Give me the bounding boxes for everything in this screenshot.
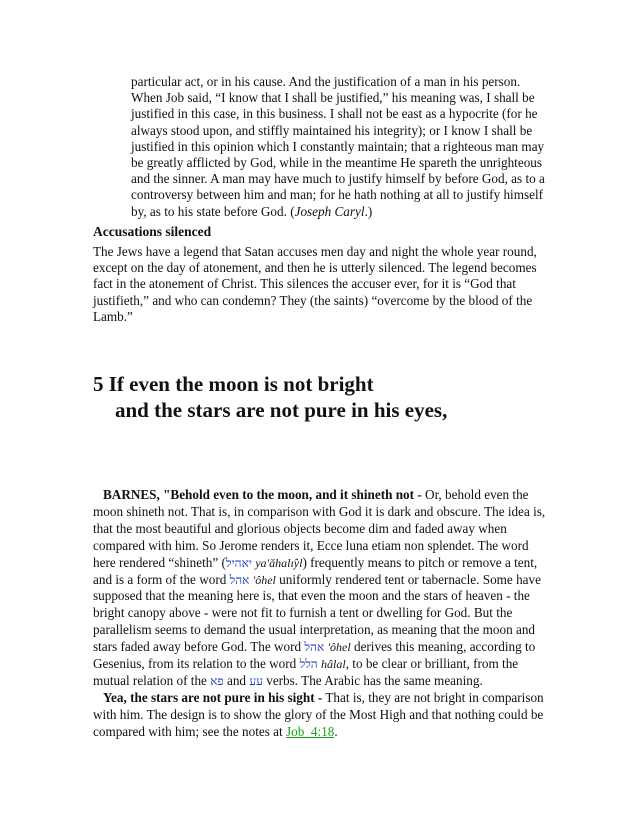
commentary-text: That is, they are not bright in comparison with him. The design is to show the glory of the Most High and that nothing could be compared with him; see the notes at [93, 689, 544, 739]
section-body: The Jews have a legend that Satan accuses men day and night the whole year round, except on the day of atonement, and then he is utterly silenced. The legend becomes fact in the atonement of Christ. This silences the accuser ever, for it is “God that justifieth,” and who can condemn? They (the saints) “overcome by the blood of the Lamb.” [93, 244, 537, 324]
barnes-commentary [93, 487, 553, 741]
hebrew-word: אהל [304, 640, 325, 655]
commentary-text: derives this meaning, according to Gesenius, from its relation to the word [93, 639, 536, 672]
caryl-quote [131, 74, 551, 220]
commentary-text: ) frequently means to pitch or remove a tent, and is a form of the word [93, 554, 538, 587]
quote-text: particular act, or in his cause. And the justification of a man in his person. When Job said, “I know that I shall be justified,” his meaning was, I shall be justified in this case, in this business. I shall not be east as a hypocrite (for he always stood upon, and stiffly maintained his integrity); or I know I shall be justified in this opinion which I constantly maintain; that a righteous man may be greatly afflicted by God, while in the meantime He spareth the unrighteous and the sinner. A man may have much to justify himself by before God, as to a controversy between him and man; for he hath nothing at all to justify himself by, as to his state before God. ( [131, 74, 545, 219]
scripture-reference-link[interactable]: Job_4:18 [286, 723, 335, 739]
hebrew-word: הלל [299, 657, 318, 672]
commentary-lead: Yea, the stars are not pure in his sight - [103, 689, 323, 705]
commentary-text: Or, behold even the moon shineth not. That is, in comparison with God it is dark and obscure. The idea is, that the most beautiful and glorious objects become dim and faded away when compared with him. So Jerome renders it, Ecce luna etiam non splendet. The word here rendered “shineth” ( [93, 487, 546, 570]
commentary-text: , to be clear or brilliant, from the mutual relation of the [93, 656, 519, 688]
commentary-lead: BARNES, "Behold even to the moon, and it shineth not - [103, 487, 422, 502]
transliteration: hâlal [321, 657, 346, 672]
commentary-text: and [223, 672, 250, 688]
quote-close: .) [364, 203, 373, 219]
verse-line-1: 5 If even the moon is not bright [93, 372, 374, 396]
commentary-paragraph [93, 690, 553, 741]
transliteration: ya'ăhalı̂yl [255, 555, 303, 570]
transliteration: 'ôhel [252, 572, 276, 587]
commentary-text: uniformly rendered tent or tabernacle. Some have supposed that the meaning here is, that even the moon and the stars of heaven - the bright canopy above - were not fit to furnish a tent or dwelling for God. But the parallelism seems to demand the usual interpretation, as meaning that the moon and stars faded away before God. The word [93, 571, 541, 655]
verse-heading [93, 371, 447, 423]
hebrew-word: עע [249, 673, 263, 688]
commentary-paragraph [93, 487, 553, 690]
hebrew-word: יאהיל [225, 555, 252, 570]
quote-author: Joseph Caryl [294, 203, 365, 219]
transliteration: 'ôhel [327, 640, 351, 655]
section-heading: Accusations silenced [93, 224, 212, 239]
hebrew-word: אהל [229, 572, 250, 587]
verse-line-2: and the stars are not pure in his eyes, [115, 398, 448, 422]
commentary-text: verbs. The Arabic has the same meaning. [262, 672, 483, 688]
commentary-text: . [334, 723, 338, 739]
hebrew-word: פא [210, 673, 224, 688]
